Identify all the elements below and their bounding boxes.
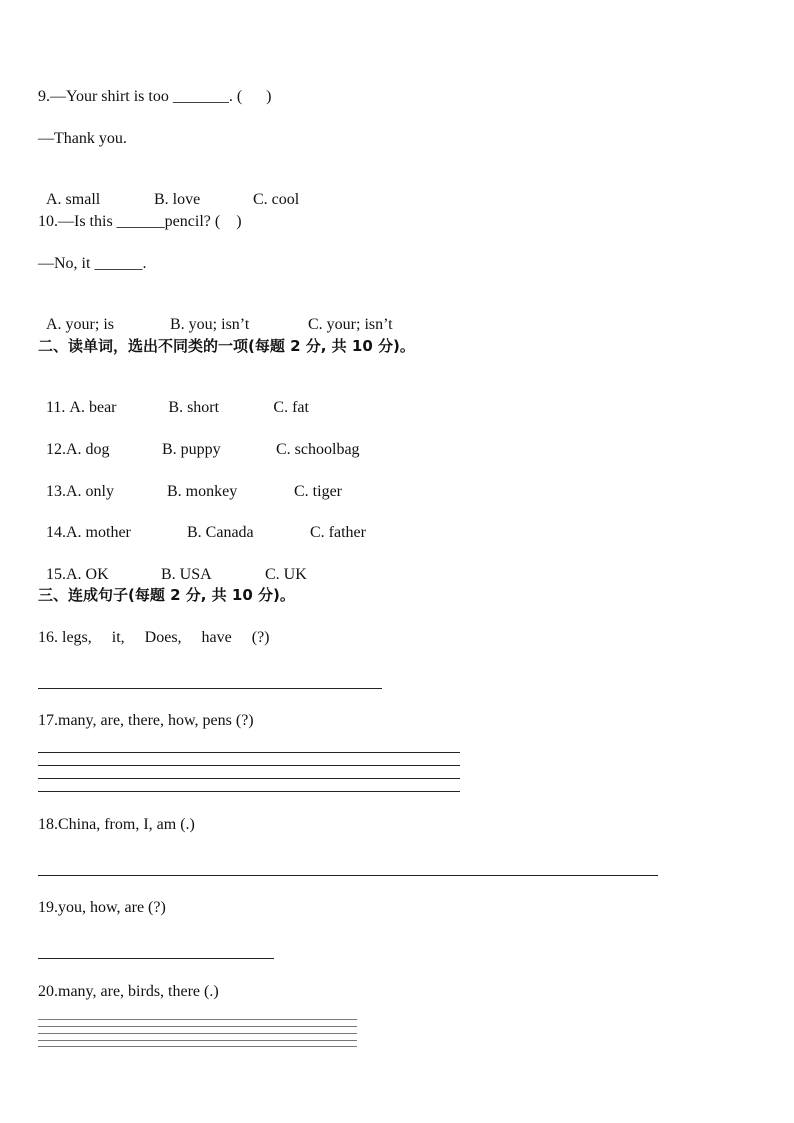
q15-option-b: B. USA	[161, 566, 212, 583]
q10-options	[38, 295, 393, 335]
q20-answer-line-4[interactable]	[38, 1040, 357, 1041]
q15	[38, 545, 307, 585]
q18-answer-line[interactable]	[38, 875, 658, 876]
q14-option-c: C. father	[310, 524, 366, 541]
section3-heading: 三、连成句子(每题 2 分, 共 10 分)。	[38, 586, 295, 604]
q20-answer-line-3[interactable]	[38, 1033, 357, 1034]
q9-option-a: A. small	[46, 191, 101, 208]
q17: 17.many, are, there, how, pens (?)	[38, 712, 254, 729]
q15-option-c: C. UK	[265, 566, 307, 583]
q20-answer-line-5[interactable]	[38, 1046, 357, 1047]
q17-answer-line-4[interactable]	[38, 791, 460, 792]
q12-option-a: A. dog	[66, 441, 110, 458]
q20-answer-line-1[interactable]	[38, 1019, 357, 1020]
q13-option-c: C. tiger	[294, 483, 342, 500]
q10-option-c: C. your; isn’t	[308, 316, 393, 333]
q9-option-b: B. love	[154, 191, 201, 208]
q14-option-b: B. Canada	[187, 524, 254, 541]
q11	[38, 378, 309, 418]
q10-option-a: A. your; is	[46, 316, 114, 333]
q9-stem: 9.—Your shirt is too _______. ( )	[38, 88, 272, 105]
q14-number: 14.	[46, 524, 66, 541]
section2-heading: 二、读单词，选出不同类的一项(每题 2 分, 共 10 分)。	[38, 337, 415, 355]
q10-reply: —No, it ______.	[38, 255, 147, 272]
q9-option-c: C. cool	[253, 191, 300, 208]
q12-option-c: C. schoolbag	[276, 441, 360, 458]
q11-option-a: A. bear	[69, 399, 117, 416]
q13-number: 13.	[46, 483, 66, 500]
q13-option-a: A. only	[66, 483, 114, 500]
q13-option-b: B. monkey	[167, 483, 238, 500]
q10-option-b: B. you; isn’t	[170, 316, 250, 333]
q19: 19.you, how, are (?)	[38, 899, 166, 916]
q10-stem: 10.—Is this ______pencil? ( )	[38, 213, 242, 230]
q14-option-a: A. mother	[66, 524, 131, 541]
q12	[38, 420, 360, 460]
q20-answer-line-2[interactable]	[38, 1026, 357, 1027]
q12-number: 12.	[46, 441, 66, 458]
q9-reply: —Thank you.	[38, 130, 127, 147]
q20: 20.many, are, birds, there (.)	[38, 983, 219, 1000]
q17-answer-line-3[interactable]	[38, 778, 460, 779]
q11-option-c: C. fat	[273, 399, 309, 416]
q17-answer-line-2[interactable]	[38, 765, 460, 766]
q15-number: 15.	[46, 566, 66, 583]
q12-option-b: B. puppy	[162, 441, 221, 458]
q13	[38, 462, 342, 502]
q9-options	[38, 170, 299, 210]
q18: 18.China, from, I, am (.)	[38, 816, 195, 833]
q15-option-a: A. OK	[66, 566, 109, 583]
q17-answer-line-1[interactable]	[38, 752, 460, 753]
q19-answer-line[interactable]	[38, 958, 274, 959]
q16: 16. legs, it, Does, have (?)	[38, 629, 270, 646]
q11-number: 11.	[46, 399, 70, 416]
q16-answer-line[interactable]	[38, 688, 382, 689]
q14	[38, 503, 366, 543]
q11-option-b: B. short	[168, 399, 220, 416]
